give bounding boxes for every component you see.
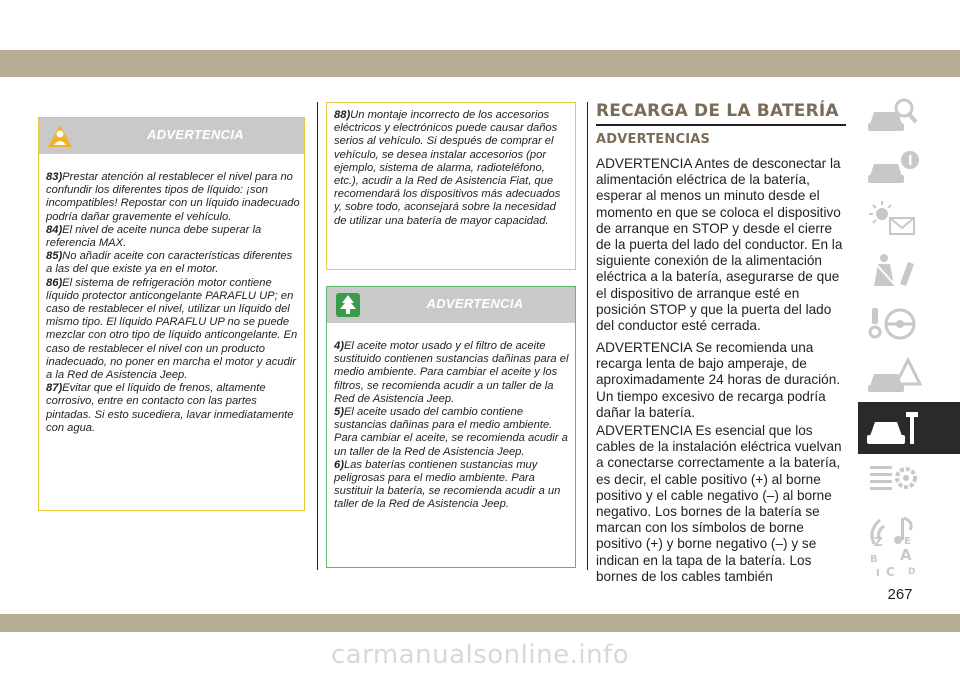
body-paragraph: ADVERTENCIA Antes de desconectar la alimentación eléctrica de la batería, esperar al menos un minuto desde el momento en que se coloca el dispositivo de arranque en STOP y desde el cierre de la puerta del lado del conductor. En la siguiente conexión de la alimentación eléctrica a la batería, asegurarse de que el dispositivo de arranque esté en posición STOP y que la puerta del lado del conductor esté cerrada. <box>596 156 843 334</box>
column-divider <box>317 102 318 570</box>
header-band <box>0 50 960 77</box>
warning-item: 87)Evitar que el líquido de frenos, altamente corrosivo, entre en contacto con las partes pintadas. Si esto sucediera, lavar inmediatamente con agua. <box>46 382 294 434</box>
warning-item: 6)Las baterías contienen sustancias muy peligrosas para el medio ambiente. Para sustituir la batería, se recomienda acudir a un taller de la Red de Asistencia Jeep. <box>334 458 561 511</box>
sidebar-tab-servicing[interactable] <box>858 402 960 454</box>
index-letter: D <box>908 567 916 577</box>
sidebar-tab-index[interactable] <box>858 528 960 580</box>
warning-item: 83)Prestar atención al restablecer el nivel para no confundir los diferentes tipos de líquido: ¡son incompatibles! Repostar con un líquido inadecuado podría dañar gravemente el vehículo. <box>46 171 300 223</box>
sidebar-tab-starting-driving[interactable] <box>858 298 960 350</box>
section-title-rule <box>596 124 846 126</box>
warning-item: 84)El nivel de aceite nunca debe superar la referencia MAX. <box>46 223 262 250</box>
warning-header <box>327 287 575 323</box>
footer-band <box>0 614 960 632</box>
warning-body <box>46 171 300 435</box>
warning-item: 4)El aceite motor usado y el filtro de aceite sustituido contienen sustancias dañinas para el medio ambiente. Para cambiar el aceite y los filtros, se recomienda acudir a un taller de la Red de Asistencia Jeep. <box>334 340 569 405</box>
warning-box-fluids <box>38 117 305 511</box>
sidebar-tab-car-search[interactable] <box>858 90 960 142</box>
index-letter: A <box>900 546 912 564</box>
sidebar-tab-lights-messages[interactable] <box>858 194 960 246</box>
tree-environment-icon <box>335 292 361 318</box>
car-info-icon <box>864 146 924 190</box>
index-letter: Z <box>874 535 883 549</box>
light-message-icon <box>864 198 924 242</box>
warning-body <box>334 340 571 512</box>
sidebar-tab-safety[interactable] <box>858 246 960 298</box>
watermark: carmanualsonline.info <box>330 640 630 670</box>
index-letter: E <box>904 536 911 547</box>
key-steering-icon <box>864 302 924 346</box>
warning-item: 85)No añadir aceite con características diferentes a las del que existe ya en el motor. <box>46 250 293 276</box>
body-paragraph: ADVERTENCIA Se recomienda una recarga lenta de bajo amperaje, de aproximadamente 24 horas de duración. Un tiempo excesivo de recarga podría dañar la batería. <box>596 340 841 420</box>
index-letters-icon <box>864 532 924 580</box>
section-subtitle: ADVERTENCIAS <box>596 132 711 147</box>
note-item: 88)Un montaje incorrecto de los accesorios eléctricos y electrónicos puede causar daños serios al vehículo. Si después de comprar el vehículo, se desea instalar accesorios (por ejemplo, sistema de alarma, radioteléfono, etc.), acudir a la Red de Asistencia Fiat, que recomendará los dispositivos más adecuados y, sobre todo, aconsejará sobre la necesidad de utilizar una batería de mayor capacidad. <box>334 109 561 227</box>
section-title: RECARGA DE LA BATERÍA <box>596 101 839 121</box>
index-letter: I <box>876 568 880 579</box>
warning-title: ADVERTENCIA <box>426 296 524 311</box>
warning-triangle-icon <box>47 123 73 149</box>
sidebar-tab-emergency[interactable] <box>858 350 960 402</box>
warning-item: 5)El aceite usado del cambio contiene sustancias dañinas para el medio ambiente. Para cambiar el aceite, se recomienda acudir a un taller de la Red de Asistencia Jeep. <box>334 406 568 458</box>
index-letter: B <box>870 554 878 565</box>
car-search-icon <box>864 94 924 138</box>
seatbelt-airbag-icon <box>864 250 924 294</box>
index-letter: C <box>886 565 895 579</box>
note-body <box>334 109 571 228</box>
page-number: 267 <box>887 586 913 603</box>
specs-gear-icon <box>864 458 924 502</box>
note-box-accessories <box>326 102 576 270</box>
column-divider <box>587 102 588 570</box>
header-band-gap <box>0 77 960 87</box>
warning-header <box>39 118 304 154</box>
car-service-icon <box>864 406 924 450</box>
warning-title: ADVERTENCIA <box>147 127 244 142</box>
car-warning-icon <box>864 354 924 398</box>
warning-item: 86)El sistema de refrigeración motor contiene líquido protector anticongelante PARAFLU UP; en caso de restablecer el nivel, utilizar un líquido del mismo tipo. El líquido PARAFLU UP no se puede mezclar con otro tipo de líquido anticongelante. En caso de restablecer el nivel con un producto inadecuado, no poner en marcha el motor y acudir a la Red de Asistencia Jeep. <box>46 276 298 382</box>
warning-box-environment <box>326 286 576 568</box>
top-margin <box>0 0 960 50</box>
body-paragraph: ADVERTENCIA Es esencial que los cables de la instalación eléctrica vuelvan a conectarse correctamente a la batería, es decir, el cable positivo (+) al borne positivo y el cable negativo (–) al borne negativo. Los bornes de la batería se marcan con los símbolos de borne positivo (+) y borne negativo (–) y se indican en la tapa de la batería. Los bornes de los cables también <box>596 423 842 584</box>
sidebar-tab-car-info[interactable] <box>858 142 960 194</box>
sidebar-tab-technical-data[interactable] <box>858 454 960 506</box>
